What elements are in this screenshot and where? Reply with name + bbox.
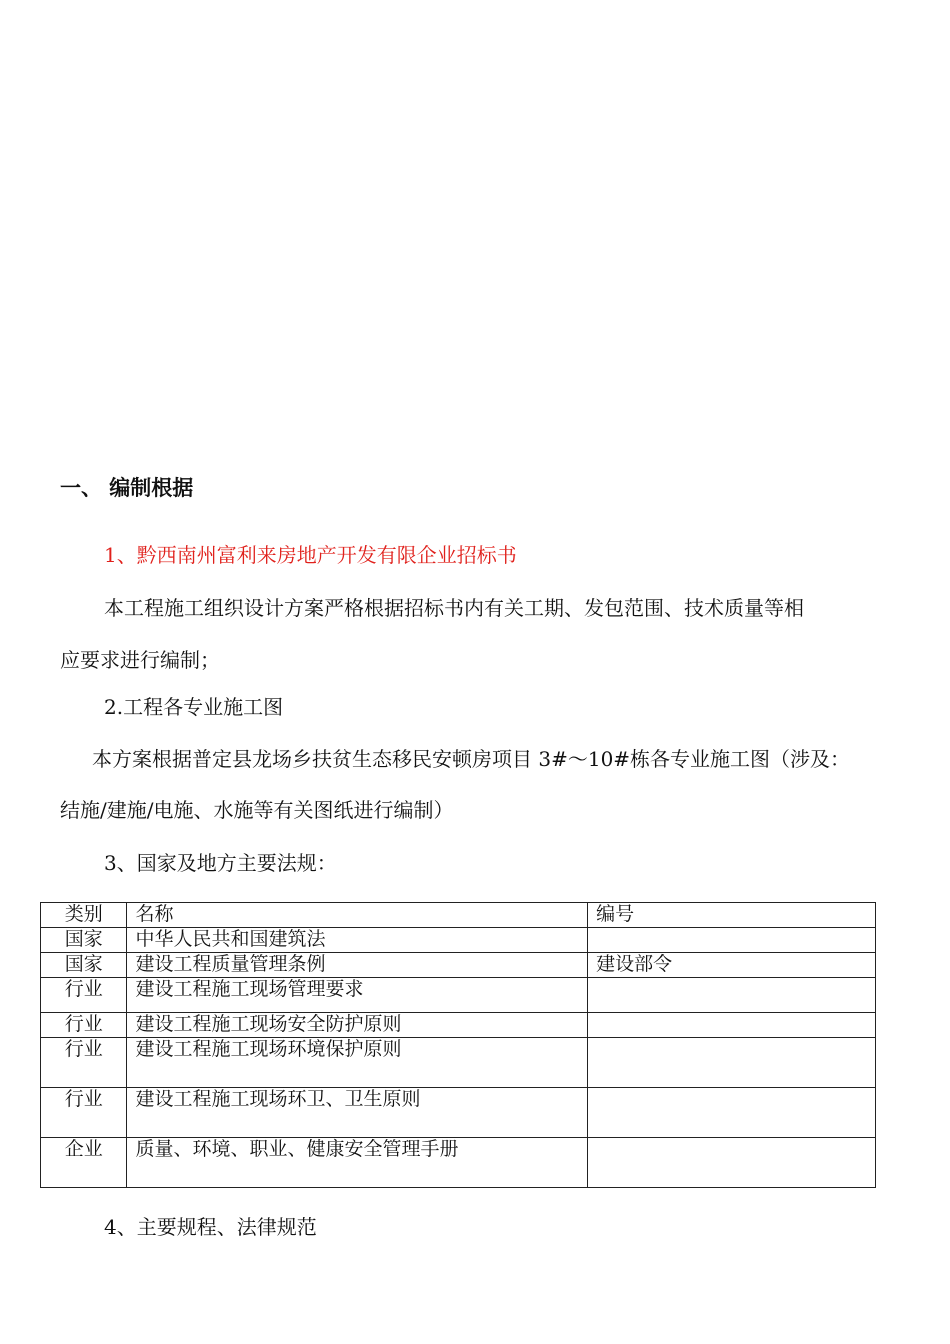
table-row: [41, 953, 876, 978]
row-number: 建设部令: [588, 953, 876, 978]
table-row: [41, 1088, 876, 1138]
row-number: [588, 1013, 876, 1038]
row-name: 质量、环境、职业、健康安全管理手册: [127, 1138, 588, 1188]
table-row: [41, 928, 876, 953]
row-name: 建设工程施工现场安全防护原则: [127, 1013, 588, 1038]
item1-title: 1、黔西南州富利来房地产开发有限企业招标书: [104, 543, 517, 567]
header-category: 类别: [41, 903, 127, 928]
row-category: 企业: [41, 1138, 127, 1188]
row-number: [588, 1138, 876, 1188]
row-category: 行业: [41, 1038, 127, 1088]
header-name: 名称: [127, 903, 588, 928]
item1-body-line1: 本工程施工组织设计方案严格根据招标书内有关工期、发包范围、技术质量等相: [104, 596, 804, 620]
row-category: 行业: [41, 1013, 127, 1038]
item2-body-line2: 结施/建施/电施、水施等有关图纸进行编制）: [60, 798, 454, 822]
row-name: 建设工程质量管理条例: [127, 953, 588, 978]
table-row: [41, 1038, 876, 1088]
item4-title: 4、主要规程、法律规范: [104, 1215, 317, 1239]
row-category: 国家: [41, 928, 127, 953]
regulations-table: [40, 902, 876, 1188]
row-number: [588, 928, 876, 953]
table-row: [41, 978, 876, 1013]
table-row: [41, 1013, 876, 1038]
table-row: [41, 1138, 876, 1188]
item2-title: 2.工程各专业施工图: [104, 695, 284, 719]
item3-title: 3、国家及地方主要法规：: [104, 851, 337, 875]
row-name: 建设工程施工现场环卫、卫生原则: [127, 1088, 588, 1138]
row-category: 国家: [41, 953, 127, 978]
row-name: 中华人民共和国建筑法: [127, 928, 588, 953]
row-number: [588, 978, 876, 1013]
row-category: 行业: [41, 978, 127, 1013]
row-number: [588, 1088, 876, 1138]
row-category: 行业: [41, 1088, 127, 1138]
header-number: 编号: [588, 903, 876, 928]
item1-body-line2: 应要求进行编制；: [60, 648, 220, 672]
section-heading: 一、 编制根据: [60, 476, 194, 500]
row-name: 建设工程施工现场管理要求: [127, 978, 588, 1013]
row-name: 建设工程施工现场环境保护原则: [127, 1038, 588, 1088]
table-header-row: [41, 903, 876, 928]
item2-body-line1: 本方案根据普定县龙场乡扶贫生态移民安顿房项目 3#～10#栋各专业施工图（涉及：: [92, 747, 851, 771]
row-number: [588, 1038, 876, 1088]
